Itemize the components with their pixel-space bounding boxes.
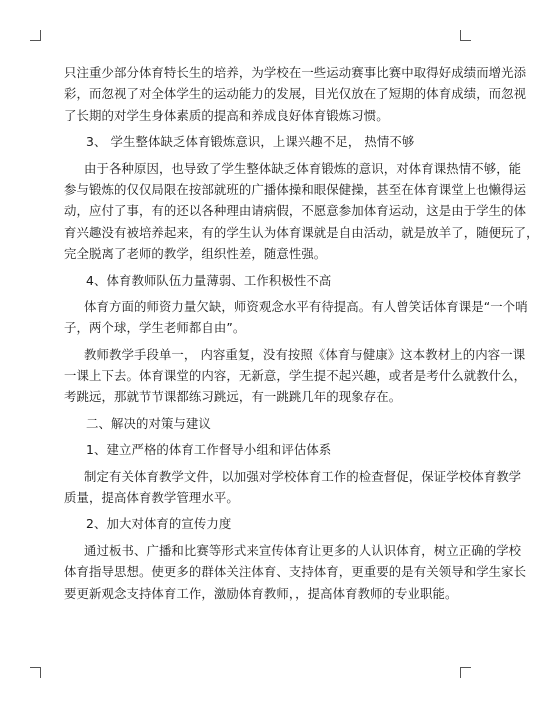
- body-text-line: 考跳远，那就节节课都练习跳远，有一跳跳几年的现象存在。: [64, 389, 402, 405]
- section-heading: 3、 学生整体缺乏体育锻炼意识，上课兴趣不足， 热情不够: [86, 134, 415, 150]
- body-text-line: 制定有关体育教学文件，以加强对学校体育工作的检查督促，保证学校体育教学: [84, 468, 522, 484]
- subsection-heading: 2、加大对体育的宣传力度: [86, 516, 232, 532]
- crop-mark-bottom-left: [30, 667, 41, 678]
- crop-mark-top-left: [30, 30, 41, 41]
- body-text-line: 体育方面的师资力量欠缺，师资观念水平有待提高。有人曾笑话体育课是“一个哨: [84, 298, 528, 314]
- body-text-line: 要更新观念支持体育工作，激励体育教师，，提高体育教师的专业职能。: [64, 585, 458, 601]
- body-text-line: 只注重少部分体育特长生的培养，为学校在一些运动赛事比赛中取得好成绩而增光添: [64, 65, 527, 80]
- body-text-line: 完全脱离了老师的教学，组织性差，随意性强。: [64, 246, 327, 262]
- section-heading: 4、体育教师队伍力量薄弱、工作积极性不高: [86, 272, 332, 288]
- crop-mark-bottom-right: [460, 667, 471, 678]
- body-text-line: 了长期的对学生身体素质的提高和养成良好体育锻炼习惯。: [64, 107, 389, 123]
- body-text-line: 由于各种原因，也导致了学生整体缺乏体育锻炼的意识，对体育课热情不够，能: [84, 160, 522, 176]
- crop-mark-top-right: [460, 30, 471, 41]
- body-text-line: 彩，而忽视了对全体学生的运动能力的发展，目光仅放在了短期的体育成绩，而忽视: [64, 86, 527, 102]
- body-text-line: 体育指导思想。使更多的群体关注体育、支持体育，更重要的是有关领导和学生家长: [64, 564, 527, 580]
- body-text-line: 质量，提高体育教学管理水平。: [64, 490, 239, 506]
- body-text-line: 通过板书、广播和比赛等形式来宣传体育让更多的人认识体育，树立正确的学校: [84, 542, 522, 558]
- body-text-line: 参与锻炼的仅仅局限在按部就班的广播体操和眼保健操，甚至在体育课堂上也懒得运: [64, 181, 527, 197]
- body-text-line: 一课上下去。体育课堂的内容，无新意，学生提不起兴趣，或者是考什么就教什么，: [64, 368, 527, 384]
- subsection-heading: 1、建立严格的体育工作督导小组和评估体系: [86, 442, 332, 458]
- body-text-line: 子，两个球，学生老师都自由”。: [64, 320, 246, 336]
- body-text-line: 动，应付了事，有的还以各种理由请病假，不愿意参加体育运动，这是由于学生的体: [64, 203, 527, 219]
- body-text-line: 教师教学手段单一， 内容重复，没有按照《体育与健康》这本教材上的内容一课: [84, 346, 526, 362]
- document-body: [64, 62, 539, 604]
- body-text-line: 育兴趣没有被培养起来，有的学生认为体育课就是自由活动，就是放羊了，随便玩了，: [64, 224, 539, 240]
- section-heading: 二、解决的对策与建议: [86, 415, 211, 431]
